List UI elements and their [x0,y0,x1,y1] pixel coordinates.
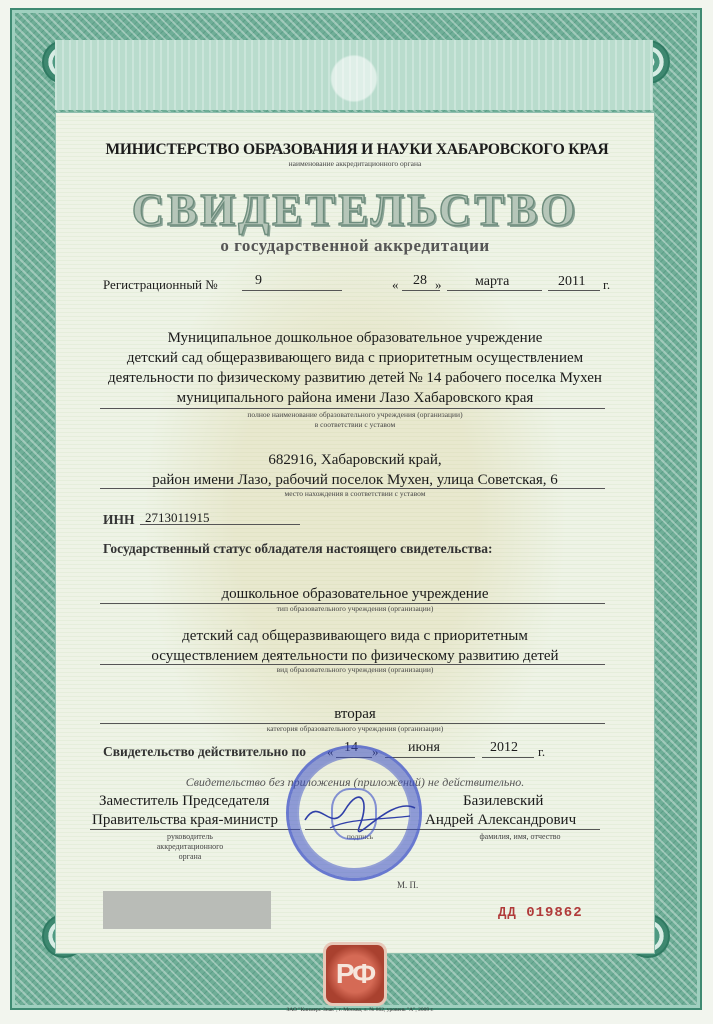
validity-day: 14 [344,740,358,755]
serial-number: ДД 019862 [498,905,583,921]
address-caption: место нахождения в соответствии с уставом [284,489,426,498]
printer-footer: ЗАО "Кинмерс-Знак", г. Москва, л. № 862, уровень "А", 2009 г. [286,1007,434,1013]
quote-close: » [435,277,442,292]
registration-year: 2011 [558,274,586,289]
validity-note: Свидетельство без приложения (приложений) не действительно. [185,775,525,789]
rf-emblem: РФ [323,942,387,1006]
validity-quote-open: « [327,744,334,759]
validity-month: июня [408,740,440,755]
inn-value: 2713011915 [145,510,210,525]
status-heading: Государственный статус обладателя настоящего свидетельства: [103,541,493,556]
handwritten-signature [300,790,420,840]
institution-kind-line-2: осуществлением деятельности по физическому развитию детей [151,648,559,664]
signer-position-line-2: Правительства края-министр [92,812,278,828]
redacted-area [103,891,271,929]
document-subtitle: о государственной аккредитации [220,236,490,255]
validity-year: 2012 [490,740,518,755]
org-name-caption: полное наименование образовательного учреждения (организации) [247,410,463,419]
validity-label: Свидетельство действительно по [103,744,306,759]
inn-label: ИНН [103,512,135,527]
institution-type-caption: тип образовательного учреждения (организации) [276,604,434,613]
validity-quote-close: » [372,744,379,759]
org-name-line-2: детский сад общеразвивающего вида с приоритетным осуществлением [126,350,584,366]
org-name-line-1: Муниципальное дошкольное образовательное учреждение [167,330,543,346]
validity-year-suffix: г. [538,744,546,759]
name-caption: фамилия, имя, отчество [479,832,561,841]
ministry-caption: наименование аккредитационного органа [288,159,422,168]
signature-caption: подпись [346,832,374,841]
institution-type: дошкольное образовательное учреждение [221,586,489,602]
registration-number: 9 [255,273,262,288]
quote-open: « [392,277,399,292]
institution-kind-line-1: детский сад общеразвивающего вида с приоритетным [182,628,528,644]
document-title: СВИДЕТЕЛЬСТВО [131,185,579,235]
registration-month: марта [475,274,510,289]
registration-day: 28 [413,273,427,288]
signer-name: Андрей Александрович [425,812,577,828]
ministry-name: МИНИСТЕРСТВО ОБРАЗОВАНИЯ И НАУКИ ХАБАРОВСКОГО КРАЯ [105,141,609,158]
signer-surname: Базилевский [463,793,544,809]
top-ornament-band [55,40,653,110]
registration-year-suffix: г. [603,277,611,292]
address-line-1: 682916, Хабаровский край, [268,452,442,468]
institution-category: вторая [334,706,376,722]
position-caption-1: руководитель [167,832,213,841]
signer-position-line-1: Заместитель Председателя [99,793,270,809]
position-caption-2: аккредитационного [156,842,224,851]
address-line-2: район имени Лазо, рабочий поселок Мухен, улица Советская, 6 [152,472,558,488]
org-name-line-4: муниципального района имени Лазо Хабаровского края [176,390,534,406]
registration-number-label: Регистрационный № [103,277,218,292]
org-name-line-3: деятельности по физическому развитию детей № 14 рабочего поселка Мухен [108,370,602,386]
seal-place-label: М. П. [397,880,419,890]
org-name-caption-2: в соответствии с уставом [314,420,396,429]
institution-kind-caption: вид образовательного учреждения (организации) [276,665,434,674]
institution-category-caption: категория образовательного учреждения (организации) [266,724,444,733]
position-caption-3: органа [178,852,202,861]
